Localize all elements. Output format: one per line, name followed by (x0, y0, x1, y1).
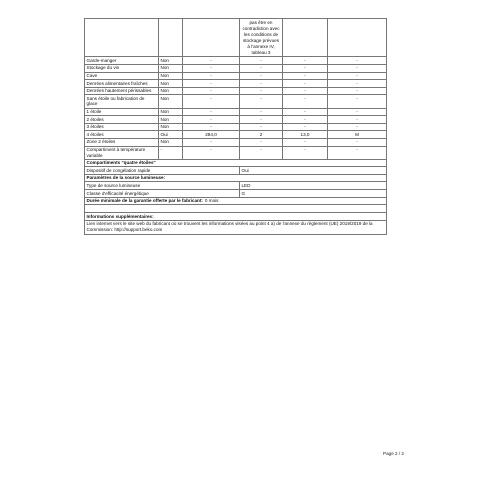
compartment-name: 4 étoiles (85, 131, 159, 139)
compartment-name: Cave (85, 72, 159, 80)
warranty-label: Durée minimale de la garantie offerte par le fabricant: (86, 198, 203, 204)
light-value: LED (240, 182, 387, 190)
compartment-capacity: - (283, 80, 328, 88)
compartment-volume: - (183, 72, 240, 80)
compartment-name: Denrées hautement périssables (85, 87, 159, 95)
table-row-light (85, 190, 387, 198)
compartment-climate: - (328, 57, 387, 65)
compartment-climate: M (328, 131, 387, 139)
table-row-warranty (85, 197, 387, 205)
compartment-capacity: - (283, 95, 328, 108)
compartment-volume: - (183, 146, 240, 159)
section-info-heading (85, 213, 387, 221)
table-row-compartment (85, 123, 387, 131)
compartment-temperature: - (240, 80, 283, 88)
compartment-name: Sans étoile ou fabrication de glace (85, 95, 159, 108)
compartment-volume: - (183, 64, 240, 72)
fast-freeze-label: Dispositif de congélation rapide (85, 167, 240, 175)
compartment-capacity: - (283, 108, 328, 116)
compartment-capacity: - (283, 57, 328, 65)
compartment-climate: - (328, 72, 387, 80)
compartment-climate: - (328, 64, 387, 72)
fast-freeze-value: Oui (240, 167, 387, 175)
compartment-present: Non (159, 138, 183, 146)
compartment-temperature: - (240, 116, 283, 124)
compartment-name: Garde-manger (85, 57, 159, 65)
compartment-capacity: - (283, 146, 328, 159)
table-row-light (85, 182, 387, 190)
compartment-volume: - (183, 57, 240, 65)
compartment-name: Zone 2 étoiles (85, 138, 159, 146)
compartment-temperature: - (240, 72, 283, 80)
table-row-compartment (85, 64, 387, 72)
compartment-temperature: - (240, 64, 283, 72)
compartment-name: 3 étoiles (85, 123, 159, 131)
compartment-table (84, 18, 387, 235)
blank-cell (85, 205, 387, 213)
compartment-capacity: - (283, 87, 328, 95)
compartment-present: Non (159, 108, 183, 116)
compartment-present: Non (159, 64, 183, 72)
compartment-temperature: - (240, 108, 283, 116)
compartment-present: Non (159, 116, 183, 124)
compartment-volume: - (183, 138, 240, 146)
compartment-climate: - (328, 123, 387, 131)
compartment-climate: - (328, 95, 387, 108)
compartment-present: Non (159, 80, 183, 88)
compartment-present: Non (159, 87, 183, 95)
compartment-climate: - (328, 80, 387, 88)
compartment-name: Stockage du vin (85, 64, 159, 72)
compartment-temperature: 2 (240, 131, 283, 139)
table-row-compartment (85, 72, 387, 80)
compartment-name: 2 étoiles (85, 116, 159, 124)
table-row-compartment (85, 138, 387, 146)
compartment-temperature: - (240, 95, 283, 108)
compartment-name: Denrées alimentaires fraîches (85, 80, 159, 88)
section-light-heading (85, 174, 387, 182)
page-number: Page 2 / 2 (383, 451, 404, 456)
table-row-compartment (85, 57, 387, 65)
compartment-volume: - (183, 80, 240, 88)
compartment-capacity: - (283, 72, 328, 80)
info-heading: Informations supplémentaires: (85, 213, 387, 221)
table-row-four-star (85, 167, 387, 175)
table-row-blank (85, 205, 387, 213)
table-row-compartment (85, 95, 387, 108)
compartment-present: Non (159, 95, 183, 108)
compartment-climate: - (328, 87, 387, 95)
compartment-present: Non (159, 123, 183, 131)
table-row-info (85, 220, 387, 234)
compartment-temperature: - (240, 57, 283, 65)
table-row-compartment (85, 146, 387, 159)
compartment-capacity: - (283, 123, 328, 131)
compartment-capacity: - (283, 138, 328, 146)
table-row-compartment (85, 131, 387, 139)
compartment-capacity: - (283, 64, 328, 72)
compartment-capacity: - (283, 116, 328, 124)
light-label: Type de source lumineuse (85, 182, 240, 190)
compartment-temperature: - (240, 87, 283, 95)
section-four-star-heading (85, 159, 387, 167)
compartment-climate: - (328, 116, 387, 124)
continuation-text: pas être en contradiction avec les conditions de stockage prévues à l'annexe IV, tableau 3 (240, 19, 283, 57)
table-row-compartment (85, 87, 387, 95)
compartment-name: Compartiment à température variable (85, 146, 159, 159)
warranty-value: 0 mois (204, 198, 219, 204)
compartment-present: Non (159, 57, 183, 65)
compartment-volume: - (183, 95, 240, 108)
table-row-compartment (85, 108, 387, 116)
table-row-compartment (85, 80, 387, 88)
compartment-capacity: 13,0 (283, 131, 328, 139)
compartment-temperature: - (240, 138, 283, 146)
compartment-climate: - (328, 138, 387, 146)
compartment-temperature: - (240, 123, 283, 131)
table-row-compartment (85, 116, 387, 124)
table-row-continuation (85, 19, 387, 57)
compartment-climate: - (328, 108, 387, 116)
compartment-name: 1 étoile (85, 108, 159, 116)
compartment-present: Oui (159, 131, 183, 139)
compartment-volume: - (183, 87, 240, 95)
compartment-present: - (159, 146, 183, 159)
compartment-volume: - (183, 123, 240, 131)
light-value: G (240, 190, 387, 198)
compartment-volume: 284,0 (183, 131, 240, 139)
warranty-cell (85, 197, 387, 205)
info-text: Lien internet vers le site web du fabricant où se trouvent les informations visées au point 4 a) de l'annexe du règlement (UE) 2019/2019 de la Commission: http://support.beko.com (85, 220, 387, 234)
compartment-climate: - (328, 146, 387, 159)
compartment-present: Non (159, 72, 183, 80)
light-label: Classe d'efficacité énergétique (85, 190, 240, 198)
four-star-heading: Compartiments "quatre étoiles" (85, 159, 387, 167)
compartment-volume: - (183, 108, 240, 116)
compartment-temperature: - (240, 146, 283, 159)
light-source-heading: Paramètres de la source lumineuse: (85, 174, 387, 182)
compartment-volume: - (183, 116, 240, 124)
